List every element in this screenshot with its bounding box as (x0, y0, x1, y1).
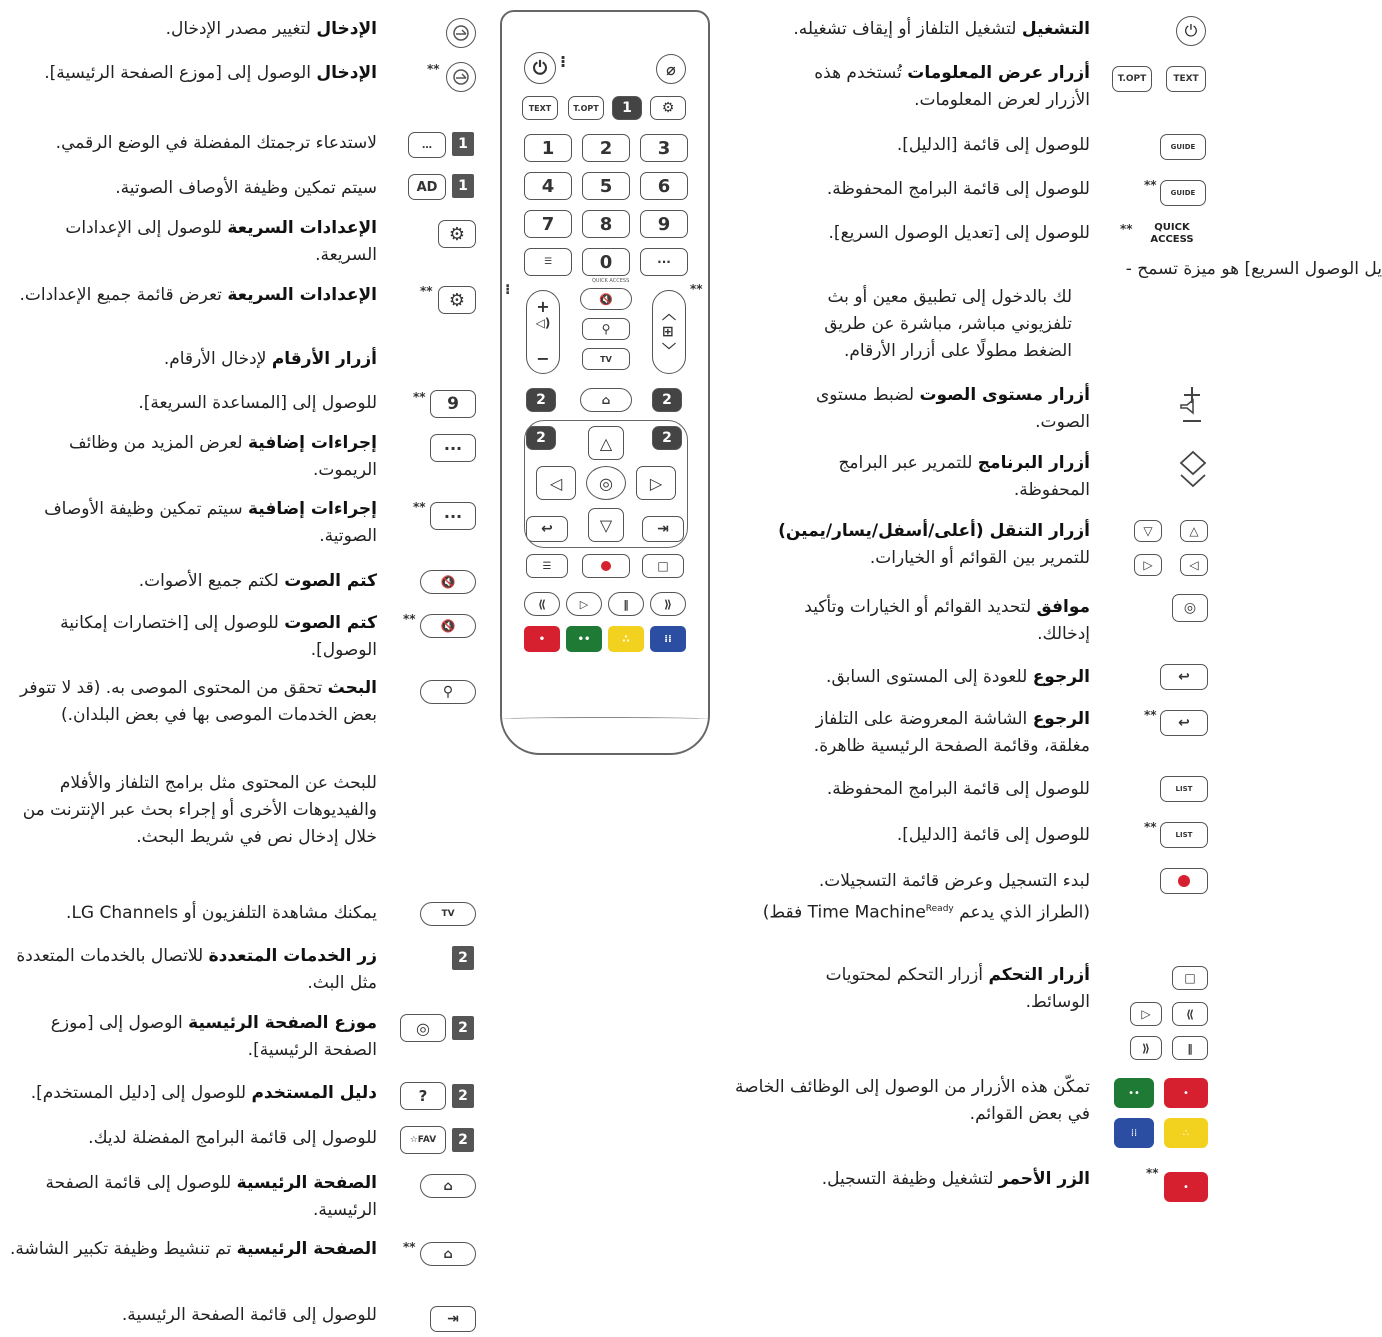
more-icon: ··· (430, 434, 476, 462)
badge-2: 2 (452, 1128, 474, 1152)
forward-icon: ⟫ (1130, 1036, 1162, 1060)
num-9-button[interactable]: 9 (640, 210, 688, 238)
left-item-8: إجراءات إضافية لعرض المزيد من وظائف الريموت. (68, 433, 377, 480)
input-icon (446, 62, 476, 92)
star-marker: ** (1144, 178, 1157, 192)
left-item-10: كتم الصوت لكتم جميع الأصوات. (138, 571, 377, 591)
right-item-3: للوصول إلى قائمة البرامج المحفوظة. (826, 179, 1090, 199)
left-item-13: للبحث عن المحتوى مثل برامج التلفاز والأفلام والفيديوهات الأخرى أو إجراء بحث عبر الإنترنت من خلال إدخال نص في شريط البحث. (22, 773, 377, 847)
right-item-4: للوصول إلى [تعديل الوصول السريع]. (828, 223, 1090, 243)
star-marker: ** (420, 284, 433, 298)
left-item-14: يمكنك مشاهدة التلفزيون أو LG Channels. (66, 903, 377, 923)
multi-service-button[interactable]: 2 (652, 426, 682, 450)
guide-icon: GUIDE (1160, 180, 1206, 206)
right-item-15: لبدء التسجيل وعرض قائمة التسجيلات. (818, 871, 1090, 891)
left-item-7: للوصول إلى [المساعدة السريعة]. (138, 393, 377, 413)
quick-access-label: QUICK ACCESS (592, 278, 630, 284)
left-item-17: دليل المستخدم للوصول إلى [دليل المستخدم]. (30, 1083, 377, 1103)
ok-button[interactable]: ◎ (586, 466, 626, 500)
stop-icon: □ (1172, 966, 1208, 990)
gear-icon: ⚙ (438, 220, 476, 248)
left-item-9: إجراءات إضافية سيتم تمكين وظيفة الأوصاف الصوتية. (44, 499, 377, 546)
green-icon: •• (1114, 1078, 1154, 1108)
star-marker: ** (1120, 222, 1133, 236)
left-button[interactable]: ◁ (536, 466, 576, 500)
mic-dots-icon: ⁝ (505, 282, 511, 298)
up-button[interactable]: △ (588, 426, 624, 460)
red-icon: • (1164, 1172, 1208, 1202)
multi-service-button[interactable]: 2 (526, 388, 556, 412)
mute-icon: 🔇 (420, 570, 476, 594)
star-marker: ** (413, 390, 426, 404)
right-item-12: الرجوع الشاشة المعروضة على التلفاز مغلقة، وقائمة الصفحة الرئيسية ظاهرة. (813, 709, 1090, 756)
pause-button[interactable]: ‖ (608, 592, 644, 616)
text-icon: TEXT (1166, 66, 1206, 92)
topt-button[interactable]: T.OPT (568, 96, 604, 120)
badge-1: 1 (452, 132, 474, 156)
topt-icon: T.OPT (1112, 66, 1152, 92)
star-marker: ** (427, 62, 440, 76)
volume-rocker[interactable]: + ◁) − (526, 290, 560, 374)
num-0-button[interactable]: 0 (582, 248, 630, 276)
search-icon: ⚲ (420, 680, 476, 704)
num-2-button[interactable]: 2 (582, 134, 630, 162)
left-item-18: للوصول إلى قائمة البرامج المفضلة لديك. (88, 1128, 377, 1148)
rewind-icon: ⟪ (1172, 1002, 1208, 1026)
left-item-20: الصفحة الرئيسية تم تنشيط وظيفة تكبير الشاشة. (9, 1239, 377, 1259)
right-item-16: (الطراز الذي يدعم Time Machine$^{Ready}$ فقط) (762, 902, 1090, 923)
exit-button[interactable]: ⇥ (642, 516, 684, 542)
left-item-15: زر الخدمات المتعددة للاتصال بالخدمات المتعددة مثل البث. (16, 946, 377, 993)
tv-icon: TV (420, 902, 476, 926)
back-icon: ↩ (1160, 664, 1208, 690)
right-arrow-icon: ▷ (1134, 554, 1162, 576)
num-6-button[interactable]: 6 (640, 172, 688, 200)
right-item-7: أزرار مستوى الصوت لضبط مستوى الصوت. (815, 385, 1090, 432)
help-icon: ? (400, 1082, 446, 1110)
home-icon: ⌂ (420, 1174, 476, 1198)
right-item-14: للوصول إلى قائمة [الدليل]. (896, 825, 1090, 845)
star-marker: ** (403, 1240, 416, 1254)
left-item-5: الإعدادات السريعة تعرض قائمة جميع الإعدادات. (19, 285, 377, 305)
more-button[interactable]: ··· (640, 248, 688, 276)
right-item-19: الزر الأحمر لتشغيل وظيفة التسجيل. (821, 1169, 1090, 1189)
right-item-9: أزرار التنقل (أعلى/أسفل/يسار/يمين) للتمرير بين القوائم أو الخيارات. (778, 521, 1090, 568)
input-icon (446, 18, 476, 48)
right-item-18: تمكّن هذه الأزرار من الوصول إلى الوظائف الخاصة في بعض القوائم. (735, 1077, 1090, 1124)
multi-service-button[interactable]: 2 (526, 426, 556, 450)
program-icon (1176, 448, 1210, 492)
play-button[interactable]: ▷ (566, 592, 602, 616)
right-item-2: للوصول إلى قائمة [الدليل]. (896, 135, 1090, 155)
mute-button[interactable]: 🔇 (580, 288, 632, 310)
settings-button[interactable]: ⚙ (650, 96, 686, 120)
gear-icon: ⚙ (438, 286, 476, 314)
right-item-17: أزرار التحكم أزرار التحكم لمحتويات الوسائط. (825, 965, 1090, 1012)
star-marker: ** (1146, 1166, 1159, 1180)
left-item-3: سيتم تمكين وظيفة الأوصاف الصوتية. (115, 178, 377, 198)
ad-icon: AD (408, 174, 446, 200)
list-icon: LIST (1160, 822, 1208, 848)
quick-access-icon: QUICK ACCESS (1150, 222, 1194, 245)
star-marker: ** (1144, 820, 1157, 834)
rewind-button[interactable]: ⟪ (524, 592, 560, 616)
star-marker: ** (690, 282, 703, 296)
star-marker: ** (413, 500, 426, 514)
left-item-0: الإدخال لتغيير مصدر الإدخال. (165, 19, 377, 39)
back-icon: ↩ (1160, 710, 1208, 736)
more-icon: ··· (430, 502, 476, 530)
home-button[interactable]: ⌂ (580, 388, 632, 412)
red-icon: • (1164, 1078, 1208, 1108)
play-icon: ▷ (1130, 1002, 1162, 1026)
left-item-12: البحث تحقق من المحتوى الموصى به. (قد لا تتوفر بعض الخدمات الموصى بها في بعض البلدان.) (20, 678, 377, 725)
down-arrow-icon: ▽ (1134, 520, 1162, 542)
right-item-8: أزرار البرنامج للتمرير عبر البرامج المحفوظة. (838, 453, 1090, 500)
hub-icon: ◎ (400, 1014, 446, 1042)
badge-2: 2 (452, 1084, 474, 1108)
exit-icon: ⇥ (430, 1306, 476, 1332)
mute-icon: 🔇 (420, 614, 476, 638)
num-7-button[interactable]: 7 (524, 210, 572, 238)
num-4-button[interactable]: 4 (524, 172, 572, 200)
left-item-6: أزرار الأرقام لإدخال الأرقام. (163, 349, 377, 369)
right-button[interactable]: ▷ (636, 466, 676, 500)
stop-button[interactable]: □ (642, 554, 684, 578)
num-3-button[interactable]: 3 (640, 134, 688, 162)
left-item-16: موزع الصفحة الرئيسية الوصول إلى [موزع الصفحة الرئيسية]. (50, 1013, 377, 1060)
red-button[interactable]: • (524, 626, 560, 652)
right-item-5: يل الوصول السريع] هو ميزة تسمح - (1125, 259, 1382, 279)
left-item-21: للوصول إلى قائمة الصفحة الرئيسية. (121, 1305, 377, 1325)
list-icon: LIST (1160, 776, 1208, 802)
left-item-1: الإدخال الوصول إلى [موزع الصفحة الرئيسية]. (44, 63, 377, 83)
record-icon (1160, 868, 1208, 894)
left-arrow-icon: ◁ (1180, 554, 1208, 576)
subtitle-button[interactable]: 1 (612, 96, 642, 120)
blue-icon: ⁞⁞ (1114, 1118, 1154, 1148)
list-button[interactable]: ☰ (526, 554, 568, 578)
blue-button[interactable]: ⁞⁞ (650, 626, 686, 652)
badge-2: 2 (452, 1016, 474, 1040)
right-item-1: أزرار عرض المعلومات تُستخدم هذه الأزرار لعرض المعلومات. (814, 63, 1090, 110)
remote-control (500, 10, 710, 755)
num-5-button[interactable]: 5 (582, 172, 630, 200)
yellow-button[interactable]: ∴ (608, 626, 644, 652)
volume-icon (1176, 384, 1208, 426)
pause-icon: ‖ (1172, 1036, 1208, 1060)
tv-button[interactable]: TV (582, 348, 630, 370)
left-item-11: كتم الصوت للوصول إلى [اختصارات إمكانية الوصول]. (60, 613, 377, 660)
right-item-10: موافق لتحديد القوائم أو الخيارات وتأكيد إدخالك. (804, 597, 1090, 644)
guide-button[interactable]: ☰ (524, 248, 572, 276)
nine-icon: 9 (430, 390, 476, 418)
mic-dots-icon: ⁝ (560, 52, 567, 71)
guide-icon: GUIDE (1160, 134, 1206, 160)
left-item-2: لاستدعاء ترجمتك المفضلة في الوضع الرقمي. (55, 133, 377, 153)
right-item-0: التشغيل لتشغيل التلفاز أو إيقاف تشغيله. (793, 19, 1090, 39)
star-marker: ** (1144, 708, 1157, 722)
power-icon: ⏻ (1176, 16, 1206, 46)
right-item-6: لك بالدخول إلى تطبيق معين أو بث تلفزيوني مباشر، مباشرة عن طريق الضغط مطولًا على أزرار الأرقام. (824, 287, 1072, 361)
right-item-11: الرجوع للعودة إلى المستوى السابق. (826, 667, 1090, 687)
ok-icon: ◎ (1172, 594, 1208, 622)
multi-service-button[interactable]: 2 (652, 388, 682, 412)
badge-1: 1 (452, 174, 474, 198)
text-button[interactable]: TEXT (522, 96, 558, 120)
subtitle-icon: … (408, 132, 446, 158)
star-marker: ** (403, 612, 416, 626)
home-icon: ⌂ (420, 1242, 476, 1266)
down-button[interactable]: ▽ (588, 508, 624, 542)
badge-2: 2 (452, 946, 474, 970)
left-item-19: الصفحة الرئيسية للوصول إلى قائمة الصفحة الرئيسية. (45, 1173, 377, 1220)
search-button[interactable]: ⚲ (582, 318, 630, 340)
up-arrow-icon: △ (1180, 520, 1208, 542)
num-8-button[interactable]: 8 (582, 210, 630, 238)
input-button[interactable]: ⌀ (656, 54, 686, 84)
forward-button[interactable]: ⟫ (650, 592, 686, 616)
record-button[interactable] (582, 554, 630, 578)
num-1-button[interactable]: 1 (524, 134, 572, 162)
yellow-icon: ∴ (1164, 1118, 1208, 1148)
remote-edge (502, 717, 708, 721)
green-button[interactable]: •• (566, 626, 602, 652)
right-item-13: للوصول إلى قائمة البرامج المحفوظة. (826, 779, 1090, 799)
fav-icon: ☆FAV (400, 1126, 446, 1154)
left-item-4: الإعدادات السريعة للوصول إلى الإعدادات السريعة. (65, 218, 377, 265)
channel-rocker[interactable]: ︿ ⊞ ﹀ (652, 290, 686, 374)
power-button[interactable]: ⏻ (524, 52, 556, 84)
back-button[interactable]: ↩ (526, 516, 568, 542)
